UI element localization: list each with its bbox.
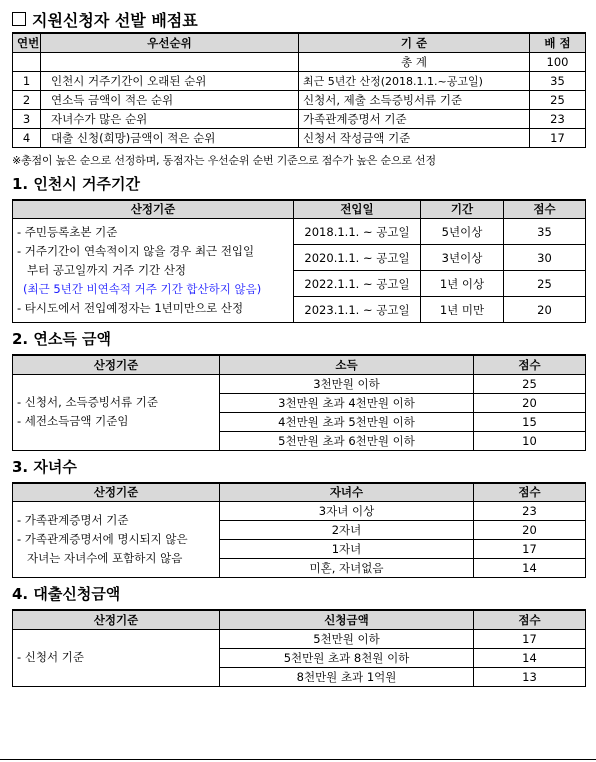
criteria-line: - 주민등록초본 기준: [17, 225, 118, 239]
header-priority: 우선순위: [41, 33, 299, 52]
section-heading-loan-amount: 4. 대출신청금액: [12, 585, 121, 603]
row-children: 1자녀: [220, 540, 474, 559]
row-score: 25: [530, 90, 586, 109]
row-priority: 연소득 금액이 적은 순위: [41, 90, 299, 109]
header-score: 배 점: [530, 33, 586, 52]
row-children: 2자녀: [220, 521, 474, 540]
row-period: 1년 이상: [421, 271, 504, 297]
row-score: 13: [474, 667, 586, 686]
loan-header-row: [13, 610, 586, 629]
criteria-line: - 신청서, 소득증빙서류 기준: [17, 395, 158, 409]
row-criterion: 신청서, 제출 소득증빙서류 기준: [299, 90, 530, 109]
criteria-line: - 신청서 기준: [17, 650, 85, 664]
residence-table: [12, 199, 586, 324]
row-date: 2022.1.1. ~ 공고일: [294, 271, 421, 297]
header-score: 점수: [474, 483, 586, 502]
criteria-line: - 세전소득금액 기준임: [17, 414, 129, 428]
table-row: [13, 219, 586, 245]
row-children: 3자녀 이상: [220, 502, 474, 521]
summary-total-row: [13, 52, 586, 71]
table-row: [13, 502, 586, 521]
income-header-row: [13, 355, 586, 374]
loan-amount-table: [12, 609, 586, 687]
criteria-line: - 가족관계증명서에 명시되지 않은: [17, 532, 188, 546]
header-children: 자녀수: [220, 483, 474, 502]
table-row: [13, 128, 586, 147]
section-heading-income: 2. 연소득 금액: [12, 330, 112, 348]
row-score: 15: [474, 412, 586, 431]
header-criteria: 산정기준: [13, 610, 220, 629]
row-score: 17: [474, 540, 586, 559]
total-empty-cell: [41, 52, 299, 71]
row-score: 17: [474, 629, 586, 648]
criteria-line: 부터 공고일까지 거주 기간 산정: [27, 263, 187, 277]
header-criteria: 산정기준: [13, 200, 294, 219]
row-score: 30: [504, 245, 586, 271]
row-no: 4: [13, 128, 41, 147]
row-amount: 8천만원 초과 1억원: [220, 667, 474, 686]
row-score: 25: [504, 271, 586, 297]
row-amount: 5천만원 이하: [220, 629, 474, 648]
header-score: 점수: [504, 200, 586, 219]
section-heading-residence: 1. 인천시 거주기간: [12, 174, 141, 193]
row-score: 35: [530, 71, 586, 90]
row-score: 17: [530, 128, 586, 147]
row-amount: 5천만원 초과 8천원 이하: [220, 648, 474, 667]
row-score: 23: [474, 502, 586, 521]
row-period: 5년이상: [421, 219, 504, 245]
section-heading-children: 3. 자녀수: [12, 457, 77, 476]
row-score: 14: [474, 559, 586, 578]
page-title: [12, 6, 586, 32]
summary-table: [12, 32, 586, 148]
criteria-line: - 타시도에서 전입예정자는 1년미만으로 산정: [17, 301, 244, 315]
row-date: 2020.1.1. ~ 공고일: [294, 245, 421, 271]
row-income: 4천만원 초과 5천만원 이하: [220, 412, 474, 431]
header-period: 기간: [421, 200, 504, 219]
table-row: [13, 71, 586, 90]
row-score: 25: [474, 374, 586, 393]
income-table: [12, 354, 586, 451]
row-criterion: 최근 5년간 산정(2018.1.1.~공고일): [299, 71, 530, 90]
header-income: 소득: [220, 355, 474, 374]
row-priority: 자녀수가 많은 순위: [41, 109, 299, 128]
row-score: 14: [474, 648, 586, 667]
ranking-note: ※총점이 높은 순으로 선정하며, 동점자는 우선순위 순번 기준으로 점수가 높은 순으로 선정: [12, 153, 436, 167]
header-no: 연번: [13, 33, 41, 52]
row-income: 3천만원 초과 4천만원 이하: [220, 393, 474, 412]
total-empty-cell: [13, 52, 41, 71]
row-children: 미혼, 자녀없음: [220, 559, 474, 578]
header-criteria: 산정기준: [13, 483, 220, 502]
criteria-line: - 가족관계증명서 기준: [17, 513, 129, 527]
row-priority: 인천시 거주기간이 오래된 순위: [41, 71, 299, 90]
row-income: 5천만원 초과 6천만원 이하: [220, 431, 474, 450]
row-period: 1년 미만: [421, 297, 504, 323]
page-bottom-divider: [0, 759, 596, 760]
table-row: [13, 90, 586, 109]
header-score: 점수: [474, 355, 586, 374]
criteria-line-highlight: (최근 5년간 비연속적 거주 기간 합산하지 않음): [23, 282, 262, 296]
row-period: 3년이상: [421, 245, 504, 271]
row-no: 2: [13, 90, 41, 109]
row-score: 20: [474, 521, 586, 540]
summary-header-row: [13, 33, 586, 52]
table-row: [13, 109, 586, 128]
row-no: 3: [13, 109, 41, 128]
table-row: [13, 629, 586, 648]
row-no: 1: [13, 71, 41, 90]
row-income: 3천만원 이하: [220, 374, 474, 393]
income-criteria-cell: [13, 374, 220, 450]
row-score: 20: [504, 297, 586, 323]
row-priority: 대출 신청(희망)금액이 적은 순위: [41, 128, 299, 147]
header-score: 점수: [474, 610, 586, 629]
row-criterion: 신청서 작성금액 기준: [299, 128, 530, 147]
row-date: 2023.1.1. ~ 공고일: [294, 297, 421, 323]
header-amount: 신청금액: [220, 610, 474, 629]
residence-header-row: [13, 200, 586, 219]
row-score: 23: [530, 109, 586, 128]
table-row: [13, 374, 586, 393]
page-title-text: 지원신청자 선발 배점표: [32, 10, 198, 30]
residence-criteria-cell: [13, 219, 294, 323]
total-score: 100: [530, 52, 586, 71]
checkbox-square-icon: [12, 12, 26, 26]
children-criteria-cell: [13, 502, 220, 578]
loan-criteria-cell: [13, 629, 220, 686]
row-score: 10: [474, 431, 586, 450]
header-criterion: 기 준: [299, 33, 530, 52]
row-score: 20: [474, 393, 586, 412]
criteria-line: 자녀는 자녀수에 포함하지 않음: [27, 551, 183, 565]
criteria-line: - 거주기간이 연속적이지 않을 경우 최근 전입일: [17, 244, 255, 258]
children-header-row: [13, 483, 586, 502]
header-criteria: 산정기준: [13, 355, 220, 374]
total-label: 총 계: [299, 52, 530, 71]
row-score: 35: [504, 219, 586, 245]
row-date: 2018.1.1. ~ 공고일: [294, 219, 421, 245]
header-move-in-date: 전입일: [294, 200, 421, 219]
row-criterion: 가족관계증명서 기준: [299, 109, 530, 128]
children-table: [12, 482, 586, 579]
